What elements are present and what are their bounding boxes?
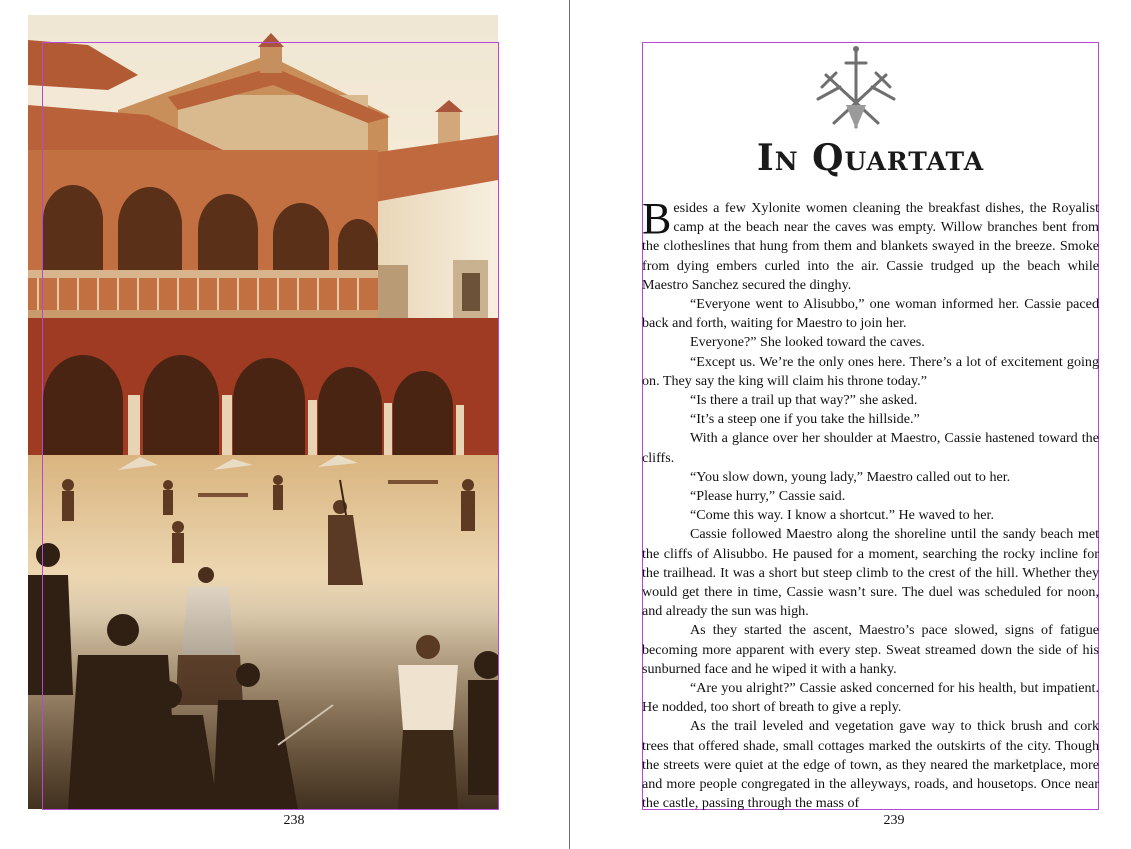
paragraph: “It’s a steep one if you take the hillside.” (690, 411, 920, 428)
chapter-title: In Quartata (756, 137, 985, 179)
paragraph: With a glance over her shoulder at Maestro, Cassie hastened toward the cliffs. (642, 430, 1099, 466)
text-page (642, 42, 1099, 810)
first-paragraph-text: esides a few Xylonite women cleaning the breakfast dishes, the Royalist camp at the beach near the caves was empty. Willow branches bent from the clotheslines that hung from them and blankets swayed in the breeze. Smoke from dying embers curled into the air. Cassie trudged up the beach while Maestro Sanchez secured the dinghy. (642, 200, 1099, 293)
chapter-illustration (28, 15, 498, 809)
drop-cap: B (642, 194, 672, 243)
left-page-number: 238 (283, 813, 305, 828)
paragraph: “Come this way. I know a shortcut.” He waved to her. (690, 507, 994, 524)
paragraph: Everyone?” She looked toward the caves. (690, 334, 925, 351)
paragraph: As they started the ascent, Maestro’s pace slowed, signs of fatigue becoming more apparent with every step. Sweat streamed down the side of his sunburned face and he wiped it with a hanky. (642, 622, 1099, 677)
crossed-swords-icon (816, 45, 896, 131)
paragraph: “Is there a trail up that way?” she asked. (690, 392, 918, 409)
paragraph: “Please hurry,” Cassie said. (690, 488, 846, 505)
paragraph: Cassie followed Maestro along the shoreline until the sandy beach met the cliffs of Alisubbo. He paused for a moment, searching the rocky incline for the trailhead. It was a short but steep climb to the crest of the hill. Whether they would get there in time, Cassie wasn’t sure. The duel was scheduled for noon, and already the sun was high. (642, 526, 1099, 620)
paragraph: “Are you alright?” Cassie asked concerned for his health, but impatient. He nodded, too short of breath to give a reply. (642, 680, 1099, 716)
paragraph (642, 194, 1099, 295)
chapter-body (642, 194, 1099, 810)
right-page-number: 239 (883, 813, 905, 828)
book-spine (569, 0, 570, 849)
paragraph: As the trail leveled and vegetation gave way to thick brush and cork trees that offered shade, small cottages marked the outskirts of the city. Though the streets were quiet at the edge of town, as they neared the marketplace, more and more people congregated in the alleyways, roads, and housetops. Once near the castle, passing through the mass of (642, 718, 1099, 810)
paragraph: “Except us. We’re the only ones here. There’s a lot of excitement going on. They say the king will claim his throne today.” (642, 353, 1099, 389)
paragraph: “Everyone went to Alisubbo,” one woman informed her. Cassie paced back and forth, waiting for Maestro to join her. (642, 296, 1099, 332)
paragraph: “You slow down, young lady,” Maestro called out to her. (690, 468, 1011, 485)
